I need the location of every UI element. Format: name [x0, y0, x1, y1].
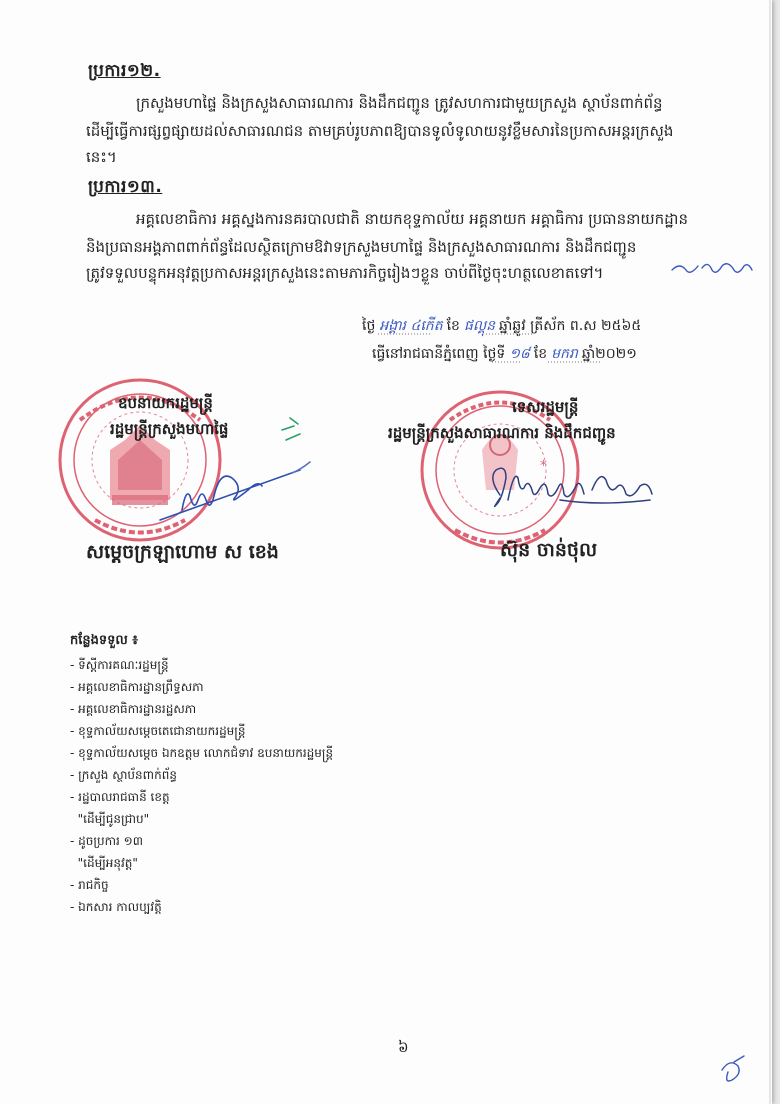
article-12-line-2: ដើម្បីធ្វើការផ្សព្វផ្សាយដល់សាធារណជន តាមគ្រប់រូបភាពឱ្យបានទូលំទូលាយនូវខ្លឹមសារនៃប្រកាសអន្តរក្រសួង — [86, 122, 674, 140]
cc-item: - ក្រសួង ស្ថាប័នពាក់ព័ន្ធ — [70, 768, 177, 782]
lunar-year: ឆ្នាំឆ្លូវ ត្រីស័ក ព.ស ២៥៦៥ — [499, 318, 642, 334]
article-12-heading: ប្រការ១២. — [88, 61, 161, 81]
cc-item: - ឯកសារ កាលប្បវត្តិ — [70, 900, 162, 914]
cc-item: "ដើម្បីជូនជ្រាប" — [70, 812, 150, 826]
article-13-heading: ប្រការ១៣. — [88, 177, 163, 197]
cc-item: - ខុទ្ទកាល័យសម្តេចតេជោនាយករដ្ឋមន្ត្រី — [70, 724, 246, 738]
left-signatory-name: សម្តេចក្រឡាហោម ស ខេង — [86, 541, 279, 563]
article-12-line-1: ក្រសួងមហាផ្ទៃ និងក្រសួងសាធារណការ និងដឹកជញ្ជូន ត្រូវសហការជាមួយក្រសួង ស្ថាប័នពាក់ព័ន្ធ — [136, 94, 663, 112]
lunar-prefix: ថ្ងៃ — [362, 318, 376, 334]
cc-item: - រាជកិច្ច — [70, 878, 109, 892]
left-signatory-role: រដ្ឋមន្ត្រីក្រសួងមហាផ្ទៃ — [110, 420, 229, 438]
solar-prefix: ធ្វើនៅរាជធានីភ្នំពេញ ថ្ងៃទី — [372, 346, 506, 362]
lunar-month-handwritten: ផល្គុន — [463, 318, 496, 334]
cc-item: - អគ្គលេខាធិការដ្ឋានព្រឹទ្ធសភា — [70, 680, 204, 694]
handwritten-marks — [672, 0, 770, 1104]
article-13-line-3: ត្រូវទទួលបន្ទុកអនុវត្តប្រកាសអន្តរក្រសួងនេះតាមភារកិច្ចរៀងៗខ្លួន ចាប់ពីថ្ងៃចុះហត្ថលេខាតទៅ។ — [86, 264, 604, 282]
left-signatory-title: ឧបនាយករដ្ឋមន្ត្រី — [118, 394, 213, 412]
svg-text:*: * — [540, 458, 547, 474]
solar-year: ឆ្នាំ២០២១ — [581, 346, 637, 362]
cc-item: - ខុទ្ទកាល័យសម្តេច ឯកឧត្តម លោកជំទាវ ឧបនាយករដ្ឋមន្ត្រី — [70, 746, 334, 760]
article-12-line-3: នេះ។ — [86, 148, 117, 166]
lunar-day-handwritten: អង្គារ ៤កើត — [379, 318, 443, 334]
cc-item: - អគ្គលេខាធិការដ្ឋានរដ្ឋសភា — [70, 702, 197, 716]
cc-item: - ទីស្តីការគណៈរដ្ឋមន្ត្រី — [70, 658, 169, 672]
solar-date-line — [372, 344, 637, 365]
cc-item: - រដ្ឋបាលរាជធានី ខេត្ត — [70, 790, 170, 804]
cc-heading: កន្លែងទទួល ៖ — [70, 633, 139, 648]
solar-month-label: ខែ — [533, 346, 548, 362]
cc-list — [70, 654, 333, 918]
lunar-month-label: ខែ — [446, 318, 460, 334]
right-signatory-name: ស៊ុន ចាន់ថុល — [500, 539, 598, 561]
article-13-line-1: អគ្គលេខាធិការ អគ្គស្នងការនគរបាលជាតិ នាយកខុទ្ទកាល័យ អគ្គនាយក អគ្គាធិការ ប្រធាននាយកដ្ឋាន — [136, 210, 688, 228]
lunar-date-line — [362, 316, 641, 337]
article-13-line-2: និងប្រធានអង្គភាពពាក់ព័ន្ធដែលស្ថិតក្រោមឱវាទក្រសួងមហាផ្ទៃ និងក្រសួងសាធារណការ និងដឹកជញ្ជូន — [86, 238, 637, 256]
cc-item: "ដើម្បីអនុវត្ត" — [70, 856, 138, 870]
right-signatory-role: រដ្ឋមន្ត្រីក្រសួងសាធារណការ និងដឹកជញ្ជូន — [388, 424, 616, 442]
cc-item: - ដូចប្រការ ១៣ — [70, 834, 143, 848]
solar-month-handwritten: មករា — [551, 346, 578, 362]
right-signatory-title: ទេសរដ្ឋមន្ត្រី — [512, 398, 579, 416]
page-number: ៦ — [398, 1038, 409, 1056]
solar-day-handwritten: ១៨ — [509, 346, 530, 362]
